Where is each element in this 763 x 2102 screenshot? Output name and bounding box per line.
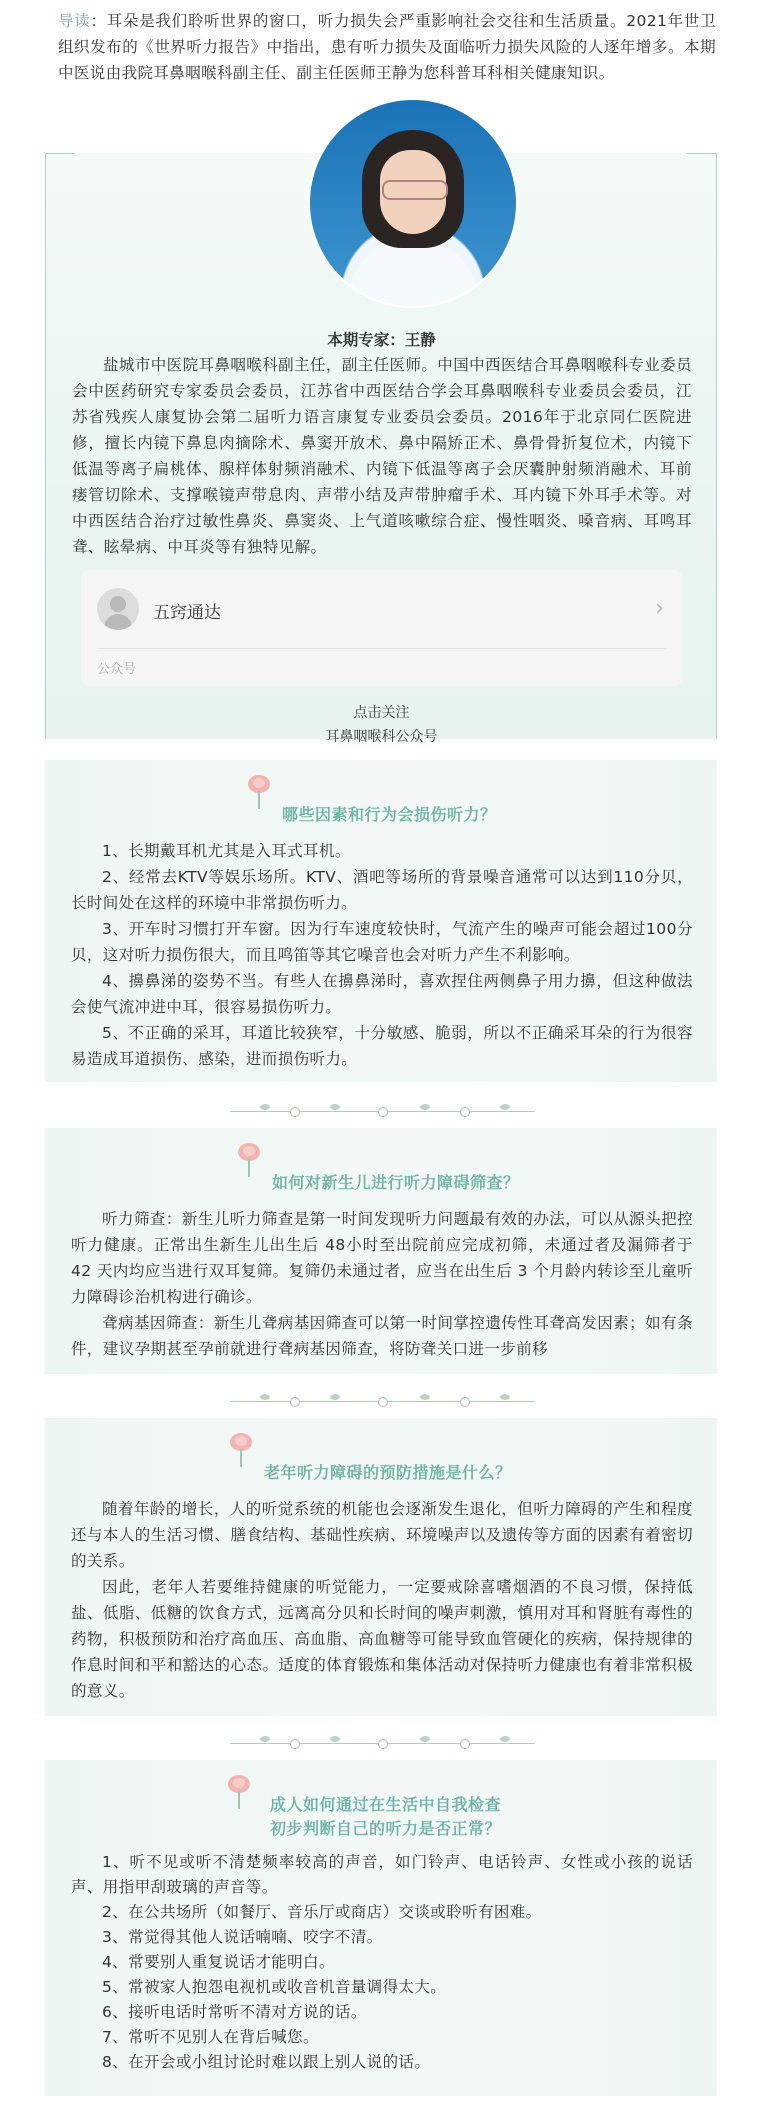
section-2-title: 如何对新生儿进行听力障碍筛查？ xyxy=(272,1173,520,1192)
follow-account-label: 耳鼻咽喉科公众号 xyxy=(325,729,438,745)
paragraph: 因此，老年人若要维持健康的听觉能力，一定要戒除喜嗜烟酒的不良习惯，保持低盐、低脂、低糖的饮食方式，远离高分贝和长时间的噪声刺激，慎用对耳和肾脏有毒性的药物，积极预防和治疗高血压、高血脂、高血糖等可能导致血管硬化的疾病，保持规律的作息时间和平和豁达的心态。适度的体育锻炼和集体活动对保持听力健康也有着非常积极的意义。 xyxy=(71,1578,693,1700)
section-1-title: 哪些因素和行为会损伤听力？ xyxy=(282,805,497,824)
list-item: 3、常觉得其他人说话喃喃、咬字不清。 xyxy=(102,1928,383,1946)
user-avatar-icon xyxy=(97,588,139,630)
account-type: 公众号 xyxy=(97,662,137,677)
vine-divider xyxy=(230,1734,535,1752)
vine-divider xyxy=(230,1102,535,1120)
divider xyxy=(97,648,666,649)
paragraph: 聋病基因筛查：新生儿聋病基因筛查可以第一时间掌控遗传性耳聋高发因素；如有条件，建议孕期甚至孕前就进行聋病基因筛查，将防聋关口进一步前移 xyxy=(71,1314,693,1358)
list-item: 7、常听不见别人在背后喊您。 xyxy=(102,2028,319,2046)
section-4-title-line2: 初步判断自己的听力是否正常？ xyxy=(270,1819,502,1838)
paragraph: 随着年龄的增长，人的听觉系统的机能也会逐渐发生退化，但听力障碍的产生和程度还与本人的生活习惯、膳食结构、基础性疾病、环境噪声以及遗传等方面的因素有着密切的关系。 xyxy=(71,1500,693,1570)
list-item: 2、在公共场所（如餐厅、音乐厅或商店）交谈或聆听有困难。 xyxy=(102,1903,542,1921)
follow-cta[interactable]: 点击关注 xyxy=(353,705,410,721)
expert-photo xyxy=(310,100,516,306)
paragraph: 1、长期戴耳机尤其是入耳式耳机。 xyxy=(102,842,351,860)
list-item: 8、在开会或小组讨论时难以跟上别人说的话。 xyxy=(102,2053,431,2071)
flower-icon xyxy=(224,1775,254,1809)
paragraph: 5、不正确的采耳，耳道比较狭窄，十分敏感、脆弱，所以不正确采耳朵的行为很容易造成耳道损伤、感染，进而损伤听力。 xyxy=(71,1024,693,1068)
section-4-title-line1: 成人如何通过在生活中自我检查 xyxy=(270,1795,502,1814)
intro-paragraph xyxy=(58,8,716,86)
paragraph: 听力筛查：新生儿听力筛查是第一时间发现听力问题最有效的办法，可以从源头把控听力健康。正常出生新生儿出生后 48小时至出院前应完成初筛，未通过者及漏筛者于 42 天内均应当进行双耳复筛。复筛仍未通过者，应当在出生后 3 个月龄内转诊至儿童听力障碍诊治机构进行确诊。 xyxy=(71,1210,693,1306)
section-3-body xyxy=(71,1496,693,1704)
intro-text: ：耳朵是我们聆听世界的窗口，听力损失会严重影响社会交往和生活质量。2021年世卫组织发布的《世界听力报告》中指出，患有听力损失及面临听力损失风险的人逐年增多。本期中医说由我院耳鼻咽喉科副主任、副主任医师王静为您科普耳科相关健康知识。 xyxy=(58,12,716,82)
intro-lead: 导读 xyxy=(58,12,91,30)
list-item: 5、常被家人抱怨电视机或收音机音量调得太大。 xyxy=(102,1978,447,1996)
list-item: 4、常要别人重复说话才能明白。 xyxy=(102,1953,335,1971)
official-account-card[interactable] xyxy=(81,570,682,686)
flower-icon xyxy=(226,1433,256,1467)
vine-divider xyxy=(230,1392,535,1410)
chevron-right-icon: › xyxy=(655,596,664,621)
section-3-title: 老年听力障碍的预防措施是什么？ xyxy=(264,1463,512,1482)
section-1-body xyxy=(71,838,693,1072)
paragraph: 4、擤鼻涕的姿势不当。有些人在擤鼻涕时，喜欢捏住两侧鼻子用力擤，但这种做法会使气流冲进中耳，很容易损伤听力。 xyxy=(71,972,693,1016)
expert-title: 本期专家：王静 xyxy=(327,331,436,349)
expert-bio: 盐城市中医院耳鼻咽喉科副主任，副主任医师。中国中西医结合耳鼻咽喉科专业委员会中医药研究专家委员会委员，江苏省中西医结合学会耳鼻咽喉科专业委员会委员，江苏省残疾人康复协会第二届听力语言康复专业委员会委员。2016年于北京同仁医院进修，擅长内镜下鼻息肉摘除术、鼻窦开放术、鼻中隔矫正术、鼻骨骨折复位术，内镜下低温等离子扁桃体、腺样体射频消融术、内镜下低温等离子会厌囊肿射频消融术、耳前瘘管切除术、支撑喉镜声带息肉、声带小结及声带肿瘤手术、耳内镜下外耳手术等。对中西医结合治疗过敏性鼻炎、鼻窦炎、上气道咳嗽综合症、慢性咽炎、嗓音病、耳鸣耳聋、眩晕病、中耳炎等有独特见解。 xyxy=(72,356,692,556)
paragraph: 2、经常去KTV等娱乐场所。KTV、酒吧等场所的背景噪音通常可以达到110分贝，长时间处在这样的环境中非常损伤听力。 xyxy=(71,868,693,912)
list-item: 6、接听电话时常听不清对方说的话。 xyxy=(102,2003,367,2021)
account-name: 五窍通达 xyxy=(153,603,221,623)
flower-icon xyxy=(234,1143,264,1177)
section-4-body xyxy=(71,1850,693,2075)
list-item: 1、听不见或听不清楚频率较高的声音，如门铃声、电话铃声、女性或小孩的说话声、用指甲刮玻璃的声音等。 xyxy=(71,1853,693,1896)
paragraph: 3、开车时习惯打开车窗。因为行车速度较快时，气流产生的噪声可能会超过100分贝，这对听力损伤很大，而且鸣笛等其它噪音也会对听力产生不利影响。 xyxy=(71,920,693,964)
flower-icon xyxy=(244,775,274,809)
section-2-body xyxy=(71,1206,693,1362)
